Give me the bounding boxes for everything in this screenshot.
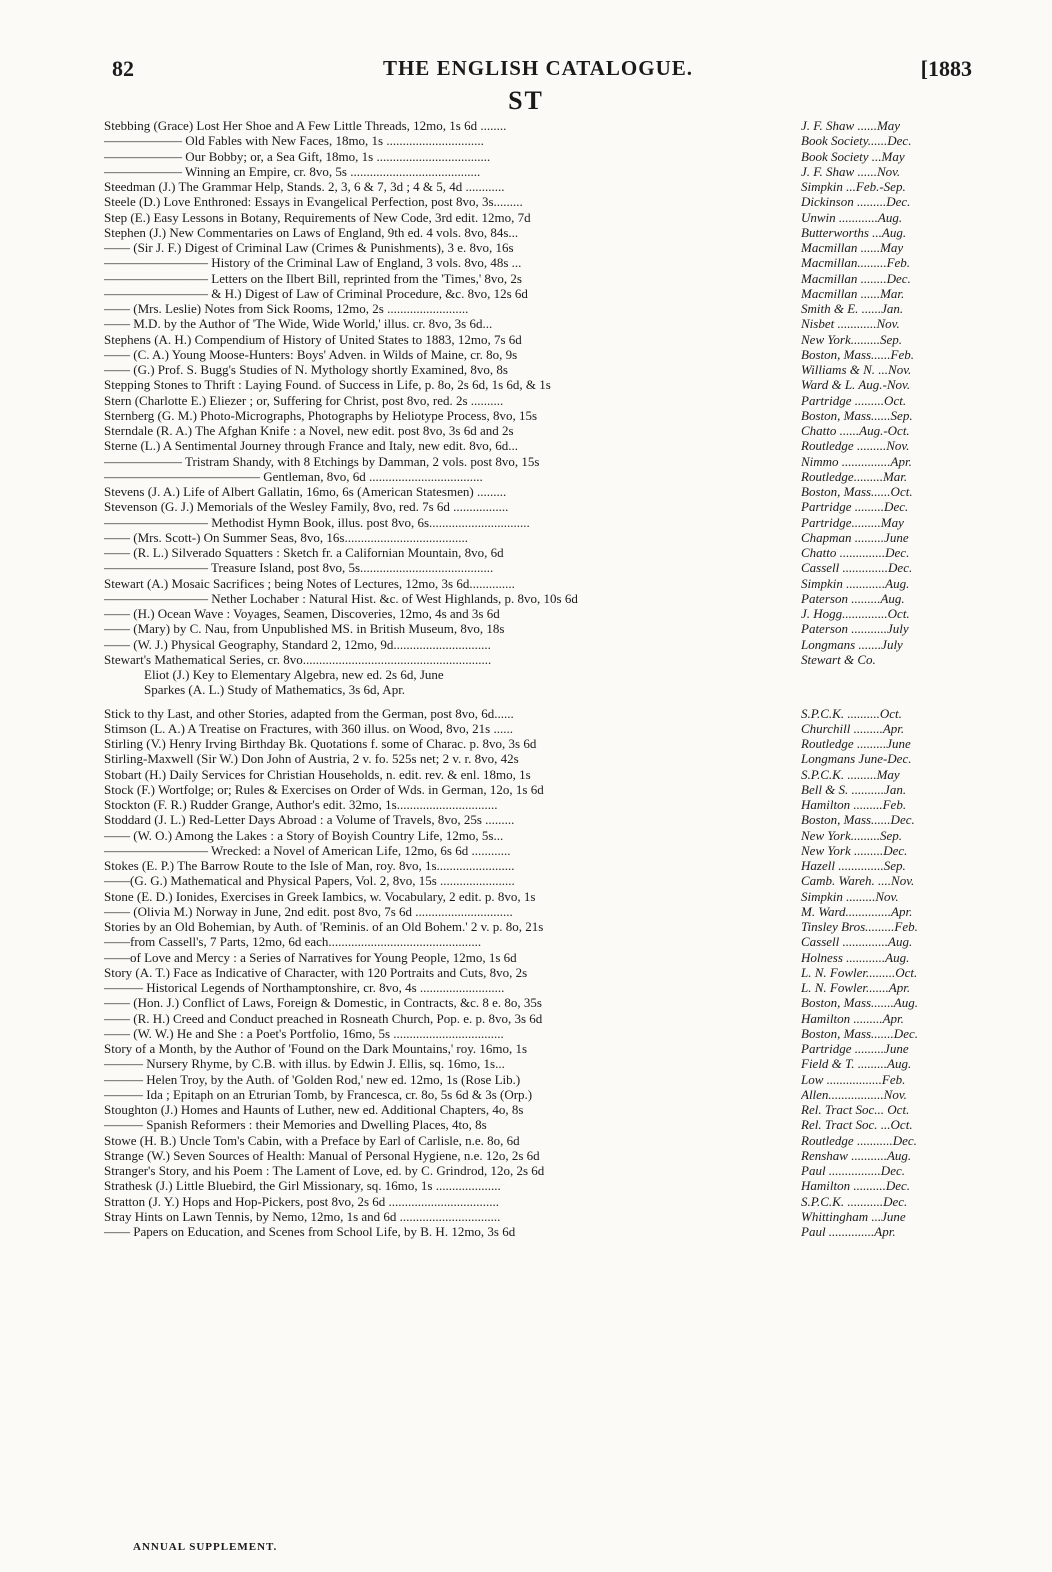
entry-text: Stirling-Maxwell (Sir W.) Don John of Austria, 2 v. fo. 525s net; 2 v. r. 8vo, 42s <box>104 751 519 767</box>
catalogue-entry <box>104 1148 972 1163</box>
catalogue-entry <box>104 1117 972 1132</box>
entry-text: Stevens (J. A.) Life of Albert Gallatin, 16mo, 6s (American Statesmen) ......... <box>104 484 507 499</box>
entry-text: —— (Sir J. F.) Digest of Criminal Law (Crimes & Punishments), 3 e. 8vo, 16s <box>104 240 514 255</box>
entry-publisher: Longmans June-Dec. <box>801 751 912 767</box>
entry-publisher: Nisbet ............Nov. <box>801 316 900 332</box>
catalogue-entry <box>104 736 972 751</box>
entry-text: Stephen (J.) New Commentaries on Laws of England, 9th ed. 4 vols. 8vo, 84s... <box>104 224 519 240</box>
entry-text: —————— Old Fables with New Faces, 18mo, 1s .............................. <box>104 133 484 149</box>
entry-text: Stories by an Old Bohemian, by Auth. of 'Reminis. of an Old Bohem.' 2 v. p. 8o, 21s <box>104 919 544 934</box>
entry-publisher: M. Ward..............Apr. <box>801 903 913 919</box>
entry-publisher: Simpkin ...Feb.-Sep. <box>801 179 906 194</box>
catalogue-entry <box>104 316 972 331</box>
entry-publisher: Cassell ..............Aug. <box>801 934 913 950</box>
entry-publisher: Simpkin .........Nov. <box>801 888 899 904</box>
catalogue-entry <box>104 767 972 782</box>
entry-publisher: Hazell ..............Sep. <box>801 858 906 873</box>
catalogue-entry <box>104 484 972 499</box>
catalogue-entry <box>104 1026 972 1041</box>
entry-publisher: Ward & L. Aug.-Nov. <box>801 377 911 393</box>
catalogue-entry <box>104 1072 972 1087</box>
catalogue-entry <box>104 1178 972 1193</box>
catalogue-entry <box>104 194 972 209</box>
page-footer: ANNUAL SUPPLEMENT. <box>133 1541 278 1553</box>
entry-text: Stebbing (Grace) Lost Her Shoe and A Few Little Threads, 12mo, 1s 6d ........ <box>104 118 507 133</box>
catalogue-entry <box>104 1194 972 1209</box>
catalogue-entry <box>104 286 972 301</box>
catalogue-entry <box>104 515 972 530</box>
entry-publisher: Partridge .........June <box>801 1041 909 1056</box>
entry-text: ———————————— Gentleman, 8vo, 6d ................................... <box>104 468 483 484</box>
entry-text: Stevenson (G. J.) Memorials of the Wesley Family, 8vo, red. 7s 6d ................. <box>104 499 509 515</box>
catalogue-entry <box>104 980 972 995</box>
catalogue-entry <box>104 812 972 827</box>
catalogue-entry <box>104 118 972 133</box>
entry-text: —————— Winning an Empire, cr. 8vo, 5s ........................................ <box>104 163 481 179</box>
catalogue-entry <box>104 621 972 636</box>
entry-publisher: Low .................Feb. <box>801 1071 906 1087</box>
catalogue-entry <box>104 499 972 514</box>
catalogue-entry <box>104 1041 972 1056</box>
entry-text: Stone (E. D.) Ionides, Exercises in Greek Iambics, w. Vocabulary, 2 edit. p. 8vo, 1s <box>104 888 536 904</box>
catalogue-entry <box>104 873 972 888</box>
entry-publisher: Partridge .........Oct. <box>801 392 907 408</box>
entry-publisher: Renshaw ...........Aug. <box>801 1147 912 1163</box>
entry-text: Stick to thy Last, and other Stories, adapted from the German, post 8vo, 6d...... <box>104 705 514 721</box>
entry-text: —— (G.) Prof. S. Bugg's Studies of N. Mythology shortly Examined, 8vo, 8s <box>104 362 508 377</box>
entry-publisher: Paterson ...........July <box>801 621 909 637</box>
catalogue-entry <box>104 530 972 545</box>
entry-publisher: Macmillan ......Mar. <box>801 285 905 301</box>
entry-text: ——— Historical Legends of Northamptonshire, cr. 8vo, 4s .......................... <box>104 980 505 995</box>
entry-text: ———————— Letters on the Ilbert Bill, reprinted from the 'Times,' 8vo, 2s <box>104 270 522 286</box>
entry-publisher: Partridge .........Dec. <box>801 499 909 515</box>
entry-text: ———————— Nether Lochaber : Natural Hist. &c. of West Highlands, p. 8vo, 10s 6d <box>104 590 578 606</box>
entry-text: ——(G. G.) Mathematical and Physical Papers, Vol. 2, 8vo, 15s ....................... <box>104 873 515 889</box>
catalogue-entry <box>104 377 972 392</box>
entry-text: —— (W. W.) He and She : a Poet's Portfolio, 16mo, 5s .................................. <box>104 1025 504 1041</box>
entry-text: ——— Ida ; Epitaph on an Etrurian Tomb, by Francesca, cr. 8o, 5s 6d & 3s (Orp.) <box>104 1086 533 1102</box>
entry-text: —— (Hon. J.) Conflict of Laws, Foreign & Domestic, in Contracts, &c. 8 e. 8o, 35s <box>104 995 542 1011</box>
entry-text: —— (C. A.) Young Moose-Hunters: Boys' Adven. in Wilds of Maine, cr. 8o, 9s <box>104 346 518 362</box>
entry-text: Stimson (L. A.) A Treatise on Fractures, with 360 illus. on Wood, 8vo, 21s ...... <box>104 720 513 736</box>
entry-publisher: Paterson .........Aug. <box>801 590 905 606</box>
catalogue-entry <box>104 423 972 438</box>
entry-publisher: L. N. Fowler.........Oct. <box>801 964 918 980</box>
entry-publisher: S.P.C.K. ..........Oct. <box>801 705 902 721</box>
entry-publisher: Rel. Tract Soc. ...Oct. <box>801 1117 913 1133</box>
entry-publisher: J. F. Shaw ......Nov. <box>801 163 901 179</box>
catalogue-entry <box>104 576 972 591</box>
catalogue-entry <box>104 934 972 949</box>
entry-publisher: Stewart & Co. <box>801 651 876 667</box>
entry-publisher: Book Society......Dec. <box>801 133 912 149</box>
entry-text: Stewart's Mathematical Series, cr. 8vo.......................................................... <box>104 651 492 667</box>
catalogue-entry <box>104 347 972 362</box>
entry-publisher: Unwin ............Aug. <box>801 209 903 225</box>
entry-text: Step (E.) Easy Lessons in Botany, Requirements of New Code, 3rd edit. 12mo, 7d <box>104 209 531 225</box>
catalogue-entry <box>104 1133 972 1148</box>
entry-text: —— (R. L.) Silverado Squatters : Sketch fr. a Californian Mountain, 8vo, 6d <box>104 545 504 560</box>
entry-text: —————— Our Bobby; or, a Sea Gift, 18mo, 1s ................................... <box>104 148 491 164</box>
entry-publisher: Holness ............Aug. <box>801 949 910 965</box>
catalogue-entry <box>104 332 972 347</box>
catalogue-entry <box>104 179 972 194</box>
catalogue-entry <box>104 454 972 469</box>
catalogue-entry <box>104 706 972 721</box>
entry-publisher: Churchill .........Apr. <box>801 720 905 736</box>
catalogue-entry <box>104 995 972 1010</box>
entry-publisher: Macmillan.........Feb. <box>801 255 911 271</box>
entry-text: Stephens (A. H.) Compendium of History of United States to 1883, 12mo, 7s 6d <box>104 331 522 347</box>
entry-text: Steele (D.) Love Enthroned: Essays in Evangelical Perfection, post 8vo, 3s......... <box>104 194 523 210</box>
entry-text: Stirling (V.) Henry Irving Birthday Bk. Quotations f. some of Charac. p. 8vo, 3s 6d <box>104 736 537 751</box>
entry-publisher: Hamilton .........Apr. <box>801 1010 904 1026</box>
entry-publisher: Paul ..............Apr. <box>801 1224 896 1239</box>
catalogue-entry <box>104 240 972 255</box>
catalogue-entry <box>104 1056 972 1071</box>
entry-text: ———————— Wrecked: a Novel of American Life, 12mo, 6s 6d ............ <box>104 842 511 858</box>
catalogue-entry <box>104 965 972 980</box>
entry-publisher: Cassell ..............Dec. <box>801 560 913 576</box>
entry-text: Sterne (L.) A Sentimental Journey through France and Italy, new edit. 8vo, 6d... <box>104 438 518 454</box>
entry-publisher: Dickinson .........Dec. <box>801 194 911 210</box>
entry-publisher: Boston, Mass......Dec. <box>801 812 915 828</box>
catalogue-entry <box>104 210 972 225</box>
header-year: [1883 <box>920 56 972 81</box>
entry-text: —— (H.) Ocean Wave : Voyages, Seamen, Discoveries, 12mo, 4s and 3s 6d <box>104 606 500 621</box>
entry-text: —— Papers on Education, and Scenes from School Life, by B. H. 12mo, 3s 6d <box>104 1224 516 1239</box>
entry-text: —— (Olivia M.) Norway in June, 2nd edit. post 8vo, 7s 6d .............................. <box>104 903 513 919</box>
entry-text: Stern (Charlotte E.) Eliezer ; or, Suffering for Christ, post 8vo, red. 2s .......... <box>104 392 504 408</box>
entry-publisher: Boston, Mass.......Dec. <box>801 1025 918 1041</box>
entry-publisher: L. N. Fowler.......Apr. <box>801 980 911 995</box>
entry-text: ——from Cassell's, 7 Parts, 12mo, 6d each............................................... <box>104 934 482 950</box>
catalogue-entry <box>104 1087 972 1102</box>
catalogue-entry <box>104 301 972 316</box>
entry-list <box>104 118 972 1239</box>
entry-publisher: Routledge .........Nov. <box>801 438 910 454</box>
entry-publisher: New York.........Sep. <box>801 331 902 347</box>
entry-text: Strathesk (J.) Little Bluebird, the Girl Missionary, sq. 16mo, 1s .................... <box>104 1178 501 1194</box>
running-title: THE ENGLISH CATALOGUE. <box>382 56 694 80</box>
entry-text: Stobart (H.) Daily Services for Christian Households, n. edit. rev. & enl. 18mo, 1s <box>104 766 531 782</box>
entry-publisher: Macmillan ......May <box>801 240 904 255</box>
catalogue-entry <box>104 560 972 575</box>
entry-text: Stepping Stones to Thrift : Laying Found. of Success in Life, p. 8o, 2s 6d, 1s 6d, & 1s <box>104 377 551 393</box>
entry-publisher: Hamilton ..........Dec. <box>801 1178 911 1194</box>
entry-publisher: Smith & E. ......Jan. <box>801 301 904 316</box>
catalogue-entry <box>104 438 972 453</box>
catalogue-entry <box>104 1163 972 1178</box>
entry-publisher: Routledge .........June <box>801 736 911 751</box>
entry-text: Sterndale (R. A.) The Afghan Knife : a Novel, new edit. post 8vo, 3s 6d and 2s <box>104 423 514 438</box>
entry-publisher: Macmillan ........Dec. <box>801 270 911 286</box>
spacer <box>104 698 972 706</box>
entry-publisher: J. Hogg..............Oct. <box>801 606 910 621</box>
entry-text: ——— Helen Troy, by the Auth. of 'Golden Rod,' new ed. 12mo, 1s (Rose Lib.) <box>104 1071 521 1087</box>
entry-text: Stowe (H. B.) Uncle Tom's Cabin, with a Preface by Earl of Carlisle, n.e. 8o, 6d <box>104 1132 520 1148</box>
catalogue-entry <box>104 950 972 965</box>
page-number: 82 <box>112 56 134 81</box>
entry-publisher: Williams & N. ...Nov. <box>801 362 912 377</box>
entry-text: ——— Nursery Rhyme, by C.B. with illus. by Edwin J. Ellis, sq. 16mo, 1s... <box>104 1056 505 1072</box>
entry-text: ———————— Treasure Island, post 8vo, 5s......................................... <box>104 560 494 576</box>
catalogue-entry <box>104 408 972 423</box>
entry-publisher: New York.........Sep. <box>801 827 902 843</box>
catalogue-entry <box>104 889 972 904</box>
entry-publisher: Book Society ...May <box>801 148 905 164</box>
catalogue-entry <box>104 828 972 843</box>
catalogue-entry <box>104 797 972 812</box>
entry-text: Sternberg (G. M.) Photo-Micrographs, Photographs by Heliotype Process, 8vo, 15s <box>104 407 538 423</box>
entry-text: Story (A. T.) Face as Indicative of Character, with 120 Portraits and Cuts, 8vo, 2s <box>104 964 528 980</box>
entry-text: Stewart (A.) Mosaic Sacrifices ; being Notes of Lectures, 12mo, 3s 6d.............. <box>104 575 515 591</box>
entry-text: ———————— & H.) Digest of Law of Criminal Procedure, &c. 8vo, 12s 6d <box>104 285 528 301</box>
catalogue-entry <box>104 133 972 148</box>
entry-publisher: Allen.................Nov. <box>801 1086 907 1102</box>
catalogue-entry <box>104 469 972 484</box>
entry-text: ——— Spanish Reformers : their Memories and Dwelling Places, 4to, 8s <box>104 1117 487 1133</box>
catalogue-entry <box>104 919 972 934</box>
entry-text: —————— Tristram Shandy, with 8 Etchings by Damman, 2 vols. post 8vo, 15s <box>104 453 540 469</box>
entry-publisher: Paul ................Dec. <box>801 1163 905 1178</box>
catalogue-entry <box>104 751 972 766</box>
entry-text: Stoughton (J.) Homes and Haunts of Luther, new ed. Additional Chapters, 4o, 8s <box>104 1102 524 1117</box>
entry-text: —— (W. O.) Among the Lakes : a Story of Boyish Country Life, 12mo, 5s... <box>104 827 504 843</box>
entry-text: Stoddard (J. L.) Red-Letter Days Abroad : a Volume of Travels, 8vo, 25s ......... <box>104 812 515 828</box>
catalogue-entry <box>104 682 972 697</box>
entry-text: Stratton (J. Y.) Hops and Hop-Pickers, post 8vo, 2s 6d .................................. <box>104 1193 500 1209</box>
catalogue-entry <box>104 652 972 667</box>
catalogue-entry <box>104 545 972 560</box>
entry-text: —— (Mary) by C. Nau, from Unpublished MS. in British Museum, 8vo, 18s <box>104 621 505 637</box>
entry-publisher: Boston, Mass......Oct. <box>801 484 913 499</box>
entry-text: Stranger's Story, and his Poem : The Lament of Love, ed. by C. Grindrod, 12o, 2s 6d <box>104 1163 545 1178</box>
catalogue-entry <box>104 393 972 408</box>
entry-publisher: Bell & S. ..........Jan. <box>801 781 907 797</box>
catalogue-entry <box>104 362 972 377</box>
entry-publisher: Whittingham ...June <box>801 1208 906 1224</box>
catalogue-entry <box>104 904 972 919</box>
entry-publisher: New York .........Dec. <box>801 842 908 858</box>
entry-publisher: Chatto ......Aug.-Oct. <box>801 423 910 438</box>
section-title: ST <box>508 86 544 115</box>
entry-text: ———————— Methodist Hymn Book, illus. post 8vo, 6s............................... <box>104 514 530 530</box>
page-header <box>104 46 972 82</box>
entry-publisher: Routledge.........Mar. <box>801 468 908 484</box>
entry-text: Stockton (F. R.) Rudder Grange, Author's edit. 32mo, 1s............................... <box>104 797 498 812</box>
entry-text: —— (W. J.) Physical Geography, Standard 2, 12mo, 9d.............................. <box>104 636 491 652</box>
entry-text: Stray Hints on Lawn Tennis, by Nemo, 12mo, 1s and 6d ............................... <box>104 1208 501 1224</box>
entry-publisher: Boston, Mass.......Aug. <box>801 995 918 1011</box>
catalogue-entry <box>104 225 972 240</box>
entry-text: ———————— History of the Criminal Law of England, 3 vols. 8vo, 48s ... <box>104 255 522 271</box>
catalogue-entry <box>104 255 972 270</box>
entry-text: Steedman (J.) The Grammar Help, Stands. 2, 3, 6 & 7, 3d ; 4 & 5, 4d ............ <box>104 179 505 194</box>
entry-text: Strange (W.) Seven Sources of Health: Manual of Personal Hygiene, n.e. 12o, 2s 6d <box>104 1147 540 1163</box>
entry-publisher: Rel. Tract Soc... Oct. <box>801 1102 910 1117</box>
entry-publisher: Nimmo ...............Apr. <box>801 453 912 469</box>
catalogue-entry <box>104 667 972 682</box>
entry-publisher: Longmans .......July <box>801 636 903 652</box>
entry-text: Eliot (J.) Key to Elementary Algebra, new ed. 2s 6d, June <box>144 667 444 682</box>
catalogue-entry <box>104 591 972 606</box>
entry-publisher: Tinsley Bros.........Feb. <box>801 919 918 934</box>
catalogue-entry <box>104 637 972 652</box>
entry-publisher: Boston, Mass......Sep. <box>801 407 913 423</box>
catalogue-entry <box>104 149 972 164</box>
entry-text: —— M.D. by the Author of 'The Wide, Wide World,' illus. cr. 8vo, 3s 6d... <box>104 316 493 332</box>
entry-text: —— (Mrs. Scott-) On Summer Seas, 8vo, 16s...................................... <box>104 529 468 545</box>
entry-text: ——of Love and Mercy : a Series of Narratives for Young People, 12mo, 1s 6d <box>104 949 517 965</box>
entry-text: Stokes (E. P.) The Barrow Route to the Isle of Man, roy. 8vo, 1s........................ <box>104 858 515 873</box>
entry-text: —— (Mrs. Leslie) Notes from Sick Rooms, 12mo, 2s ......................... <box>104 301 469 316</box>
catalogue-entry <box>104 1209 972 1224</box>
entry-publisher: J. F. Shaw ......May <box>801 118 901 133</box>
entry-text: Sparkes (A. L.) Study of Mathematics, 3s 6d, Apr. <box>144 682 406 698</box>
entry-publisher: Chapman .........June <box>801 529 909 545</box>
catalogue-entry <box>104 782 972 797</box>
entry-publisher: Boston, Mass......Feb. <box>801 346 915 362</box>
entry-publisher: Butterworths ...Aug. <box>801 224 907 240</box>
entry-publisher: Camb. Wareh. ....Nov. <box>801 873 915 889</box>
catalogue-entry <box>104 1224 972 1239</box>
catalogue-entry <box>104 721 972 736</box>
catalogue-entry <box>104 858 972 873</box>
entry-publisher: Simpkin ............Aug. <box>801 575 910 591</box>
entry-text: —— (R. H.) Creed and Conduct preached in Rosneath Church, Pop. e. p. 8vo, 3s 6d <box>104 1010 543 1026</box>
catalogue-entry <box>104 271 972 286</box>
entry-publisher: S.P.C.K. .........May <box>801 766 900 782</box>
entry-publisher: Routledge ...........Dec. <box>801 1132 917 1148</box>
entry-publisher: S.P.C.K. ...........Dec. <box>801 1193 908 1209</box>
catalogue-entry <box>104 1102 972 1117</box>
catalogue-entry <box>104 164 972 179</box>
entry-publisher: Hamilton .........Feb. <box>801 797 907 812</box>
entry-publisher: Chatto ..............Dec. <box>801 545 910 560</box>
entry-text: Story of a Month, by the Author of 'Found on the Dark Mountains,' roy. 16mo, 1s <box>104 1041 528 1056</box>
catalogue-entry <box>104 843 972 858</box>
catalogue-entry <box>104 606 972 621</box>
entry-text: Stock (F.) Wortfolge; or; Rules & Exercises on Order of Wds. in German, 12o, 1s 6d <box>104 781 544 797</box>
entry-publisher: Partridge.........May <box>801 514 904 530</box>
catalogue-entry <box>104 1011 972 1026</box>
entry-publisher: Field & T. .........Aug. <box>801 1056 912 1072</box>
